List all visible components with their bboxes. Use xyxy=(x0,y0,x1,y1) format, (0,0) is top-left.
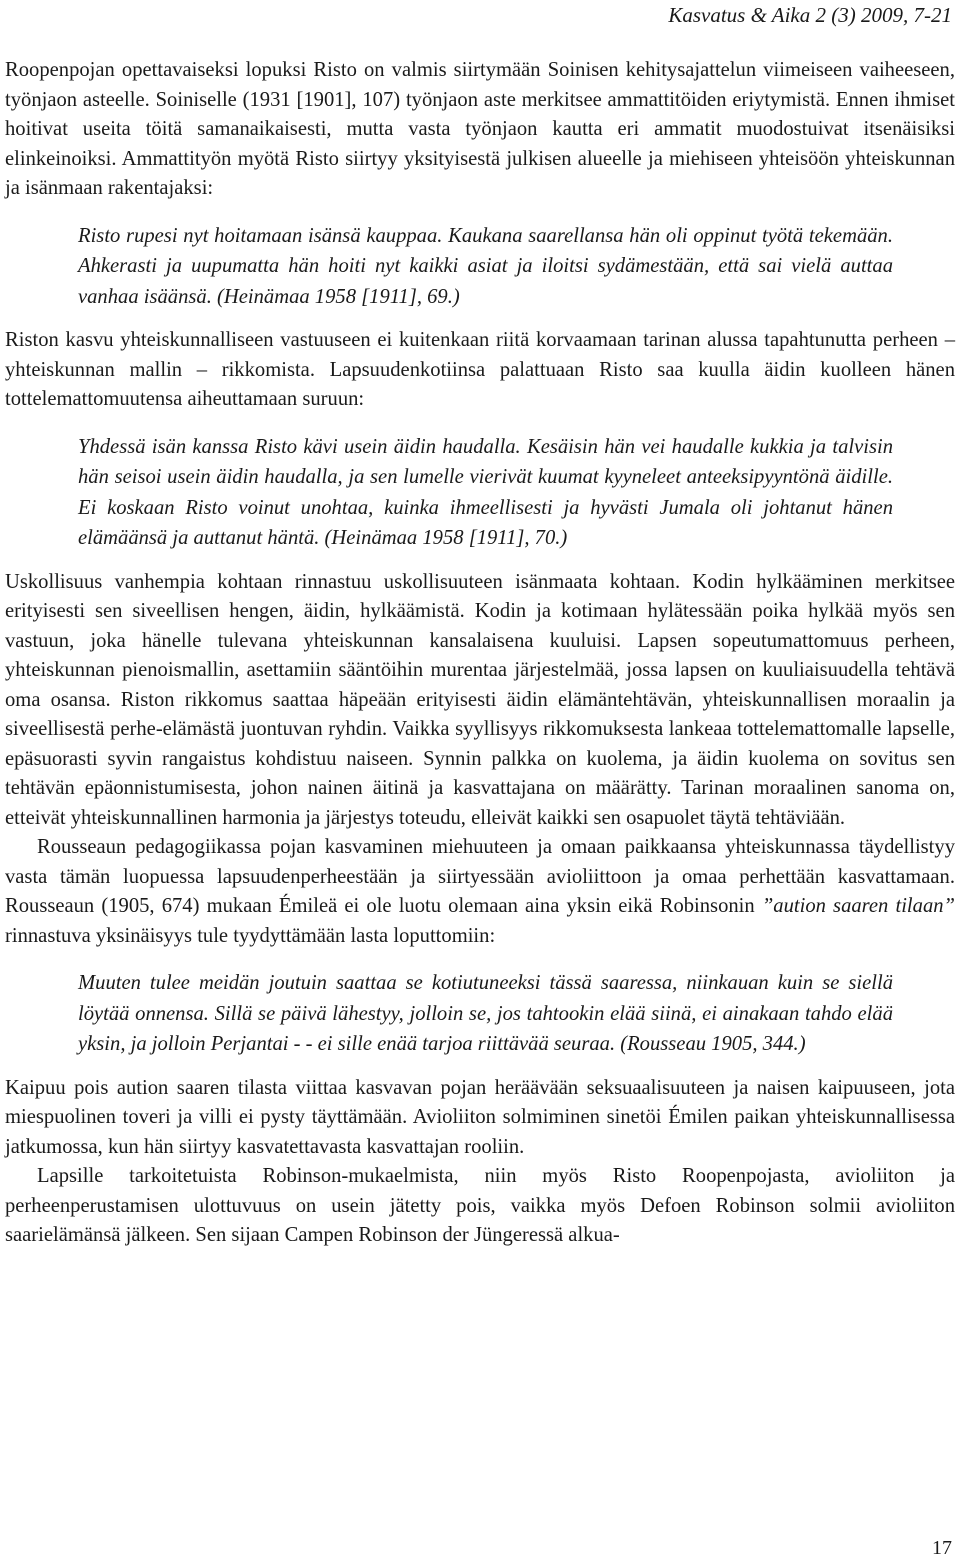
body-paragraph: Lapsille tarkoitetuista Robinson-mukaelmista, niin myös Risto Roopenpojasta, avioliiton ja perheenperustamisen ulottuvuus on usein jätetty pois, vaikka myös Defoen Robinson solmii avioliiton saarielämänsä jälkeen. Sen sijaan Campen Robinson der Jüngeressä alkua- xyxy=(5,1165,955,1246)
article-body xyxy=(5,56,955,1251)
body-paragraph: Riston kasvu yhteiskunnalliseen vastuuseen ei kuitenkaan riitä korvaamaan tarinan alussa tapahtunutta perheen – yhteiskunnan mallin – rikkomista. Lapsuudenkotiinsa palattuaan Risto saa kuulla äidin kuolleen hänen tottelemattomuutensa aiheuttamaan suruun: xyxy=(5,329,955,410)
italic-phrase: ”aution saaren tilaan” xyxy=(761,895,955,917)
body-text-span: rinnastuva yksinäisyys tule tyydyttämään lasta loputtomiin: xyxy=(5,924,496,947)
body-paragraph: Kaipuu pois aution saaren tilasta viittaa kasvavan pojan heräävään seksuaalisuuteen ja naisen kaipuuseen, jota miespuolinen toveri ja villi ei pysty täyttämään. Avioliiton solmiminen sinetöi Émilen paikan yhteiskunnallisessa jatkumossa, kun hän siirtyy kasvatettavasta kasvattajan rooliin. xyxy=(5,1076,955,1158)
block-quote: Muuten tulee meidän joutuin saattaa se kotiutuneeksi tässä saaressa, niinkauan kuin se siellä löytää onnensa. Sillä se päivä lähestyy, jolloin se, jos tahtookin elää siinä, ei ainakaan tahdo elää yksin, ja jolloin Perjantai - - ei sille enää tarjoa riittävää seuraa. (Rousseau 1905, 344.) xyxy=(78,972,893,1055)
body-paragraph: Roopenpojan opettavaiseksi lopuksi Risto on valmis siirtymään Soinisen kehitysajattelun viimeiseen vaiheeseen, työnjaon asteelle. Soiniselle (1931 [1901], 107) työnjaon aste merkitsee ammattitöiden eriytymistä. Ennen ihmiset hoitivat useita töitä samanaikaisesti, mutta vasta työnjaon kautta eri ammatit muodostuivat itsenäisiksi elinkeinoiksi. Ammattityön myötä Risto siirtyy yksityisestä julkisen alueelle ja miehiseen yhteisöön yhteiskunnan ja isänmaan rakentajaksi: xyxy=(5,59,955,199)
page-number: 17 xyxy=(932,1537,952,1559)
body-paragraph: Uskollisuus vanhempia kohtaan rinnastuu uskollisuuteen isänmaata kohtaan. Kodin hylkääminen merkitsee erityisesti sen siveellisen hengen, äidin, hylkäämistä. Kodin ja kotimaan hylätessään poika hylkää myös sen vastuun, joka hänelle tulevana yhteiskunnan kansalaisena kuuluisi. Lapsen sopeutumattomuus perheen, yhteiskunnan pienoismallin, asettamiin sääntöihin murentaa järjestelmää, jossa lapsen on kuuliaisuudella tehtävä oma osansa. Riston rikkomus saattaa häpeään erityisesti äidin elämäntehtävän, yhteiskunnallisen moraalin ja siveellisestä perhe-elämästä juontuvan ryhdin. Vaikka syyllisyys rikkomuksesta lankeaa tottelemattomalle lapselle, epäsuorasti syvin rangaistus kohdistuu naiseen. Synnin palkka on kuolema, ja äidin kuolema on sovitus sen tehtävän epäonnistumisesta, johon nainen äitinä ja kasvattajana on määrätty. Tarinan moraalinen sanoma on, etteivät yhteiskunnallinen harmonia ja järjestys toteudu, elleivät kaikki sen osapuolet täytä tehtäviään. xyxy=(5,570,955,829)
block-quote: Risto rupesi nyt hoitamaan isänsä kauppaa. Kaukana saarellansa hän oli oppinut työtä tekemään. Ahkerasti ja uupumatta hän hoiti nyt kaikki asiat ja iloitsi sydämestään, että sai vielä auttaa vanhaa isäänsä. (Heinämaa 1958 [1911], 69.) xyxy=(78,224,893,308)
block-quote: Yhdessä isän kanssa Risto kävi usein äidin haudalla. Kesäisin hän vei haudalle kukkia ja talvisin hän seisoi usein äidin haudalla, ja sen lumelle vierivät kuumat kyyneleet anteeksipyyntönä äidille. Ei koskaan Risto voinut unohtaa, kuinka ihmeellisesti ja hyvästi Jumala oli johtanut hänen elämäänsä ja auttanut häntä. (Heinämaa 1958 [1911], 70.) xyxy=(78,435,893,549)
body-text-span: Rousseaun pedagogiikassa pojan kasvaminen miehuuteen ja omaan paikkaansa yhteiskunnassa täydellistyy vasta tämän luopuessa lapsuudenperheestään ja siirtyessään avioliittoon ja omaa perhettään kasvattamaan. Rousseaun (1905, 674) mukaan Émileä ei ole luotu olemaan aina yksin eikä Robinsonin xyxy=(5,836,955,917)
body-paragraph xyxy=(5,833,955,951)
running-header: Kasvatus & Aika 2 (3) 2009, 7-21 xyxy=(668,3,952,27)
